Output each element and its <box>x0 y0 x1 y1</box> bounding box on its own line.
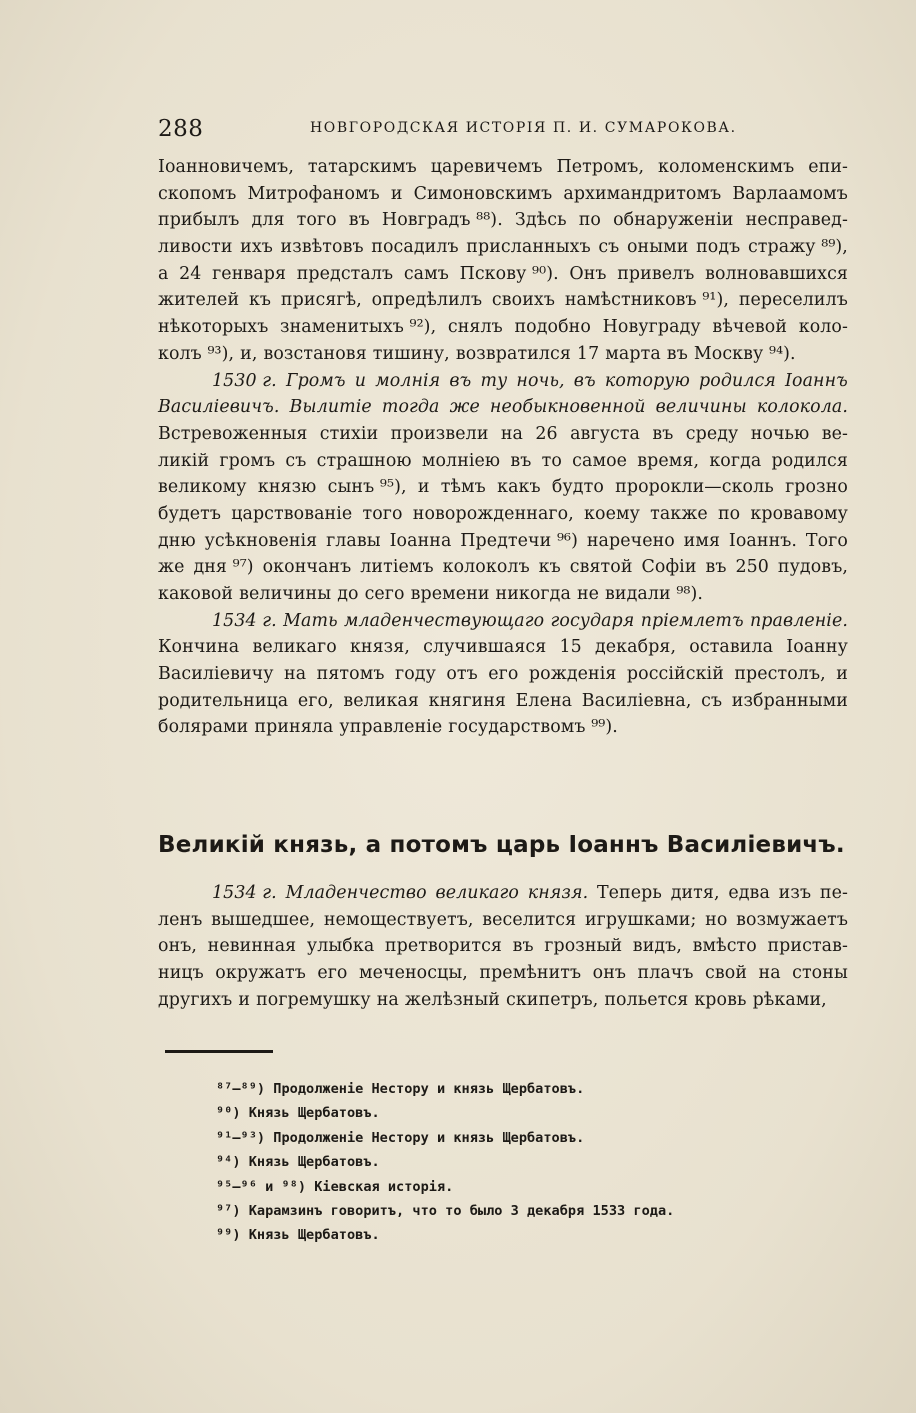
word: епи- <box>808 157 848 177</box>
word: до <box>337 584 359 604</box>
paragraph <box>158 611 848 744</box>
word: царевичемъ <box>430 157 543 177</box>
word: и, <box>240 343 258 364</box>
text-line <box>158 691 848 718</box>
word: болярами <box>158 717 249 738</box>
word: веселится <box>482 909 577 930</box>
word: произвели <box>390 423 489 444</box>
word: съ <box>285 450 307 471</box>
word: какъ <box>497 477 541 498</box>
footnote: ⁹⁴) Князь Щербатовъ. <box>216 1154 380 1171</box>
word: окончанъ <box>262 557 352 578</box>
word: пристав- <box>767 936 848 957</box>
word: ве- <box>821 423 848 444</box>
word: Василіевна, <box>581 690 692 711</box>
word: марта <box>605 343 661 364</box>
word: также <box>650 503 708 524</box>
word: свой <box>705 963 748 984</box>
text-line <box>158 210 848 237</box>
word: 250 <box>735 557 769 578</box>
word: несправед- <box>745 210 848 231</box>
word: родился <box>771 450 848 471</box>
word: необыкновенной <box>489 397 646 418</box>
word: Іоанну <box>786 637 848 658</box>
word: дитя, <box>670 883 720 903</box>
word: Варлаамомъ <box>732 183 848 204</box>
word: едва <box>728 883 770 903</box>
word: колъ ⁹³), <box>158 343 235 364</box>
word: изъ <box>778 883 812 903</box>
word: молніею <box>421 450 501 471</box>
word: къ <box>538 557 561 578</box>
word: будетъ <box>158 503 221 524</box>
word: когда <box>709 450 762 471</box>
word: Того <box>805 530 848 551</box>
word: никогда <box>495 584 571 604</box>
word: вышедшее, <box>211 909 316 930</box>
main-text <box>158 157 848 744</box>
word: по <box>717 503 741 524</box>
text-line <box>158 717 848 744</box>
word: онъ <box>592 963 627 984</box>
word: немоществуетъ, <box>323 909 474 930</box>
word: невинная <box>207 936 297 957</box>
word: и <box>390 183 403 204</box>
word: стражу ⁸⁹), <box>747 237 848 258</box>
word: въ <box>705 557 727 578</box>
word: дня ⁹⁷) <box>193 557 254 578</box>
word: сего <box>364 584 405 604</box>
word: среду <box>685 423 739 444</box>
word: Онъ <box>569 263 607 284</box>
word: младенчествующаго <box>343 610 545 631</box>
word: его <box>488 664 519 685</box>
word: нѣкоторыхъ <box>158 317 269 338</box>
word: грозно <box>785 477 848 498</box>
word: генваря <box>212 263 287 284</box>
word: того <box>296 210 337 231</box>
word: величины <box>655 397 747 418</box>
word: грозный <box>544 936 623 957</box>
word: россійскій <box>626 664 724 685</box>
word: прибылъ <box>158 210 240 231</box>
word: окружатъ <box>215 963 306 984</box>
word: не <box>576 584 600 604</box>
word: литіемъ <box>360 557 434 578</box>
word: Москву ⁹⁴). <box>693 343 796 364</box>
text-line <box>158 317 848 344</box>
text-line <box>158 990 848 1017</box>
word: Іоаннъ <box>785 370 848 391</box>
word: отъ <box>446 664 478 685</box>
word: оставила <box>689 637 774 658</box>
word: желѣзный <box>404 989 500 1010</box>
word: году <box>394 664 436 685</box>
word: 26 <box>535 423 558 444</box>
text-line <box>158 290 848 317</box>
word: знаменитыхъ ⁹²), <box>280 317 437 338</box>
text-line <box>158 237 848 264</box>
word: въ <box>652 423 674 444</box>
text-line <box>158 557 848 584</box>
word: видали ⁹⁸). <box>605 584 704 604</box>
word: царствованіе <box>231 503 353 524</box>
word: кровавому <box>750 503 848 524</box>
word: Громъ <box>285 370 346 391</box>
word: 17 <box>576 343 600 364</box>
word: великому <box>158 477 247 498</box>
word: ницъ <box>158 963 204 984</box>
word: каковой <box>158 584 234 604</box>
word: 1534 г. <box>212 610 277 631</box>
word: ленъ <box>158 909 203 930</box>
word: времени <box>410 584 490 604</box>
word: на <box>376 989 399 1010</box>
paragraph <box>158 157 848 371</box>
word: переселилъ <box>738 290 848 311</box>
word: Предтечи ⁹⁶) <box>460 530 578 551</box>
text-line <box>158 531 848 558</box>
text-line <box>158 637 848 664</box>
footnote: ⁹⁰) Князь Щербатовъ. <box>216 1105 380 1122</box>
word: святой <box>569 557 633 578</box>
word: управленіе <box>339 717 443 738</box>
word: а <box>158 263 169 284</box>
word: 24 <box>179 263 202 284</box>
word: будто <box>551 477 604 498</box>
word: же <box>158 557 185 578</box>
text-line <box>158 424 848 451</box>
word: того <box>362 503 403 524</box>
word: рожденія <box>528 664 617 685</box>
footnote: ⁸⁷—⁸⁹) Продолженіе Нестору и князь Щербатовъ. <box>216 1081 585 1097</box>
word: татарскимъ <box>307 157 417 177</box>
word: привелъ <box>617 263 695 284</box>
word: скипетръ, <box>506 989 599 1010</box>
word: по <box>578 210 601 231</box>
text-line <box>158 397 848 424</box>
word: стихіи <box>319 423 379 444</box>
section-text <box>158 883 848 1016</box>
word: въ <box>512 936 534 957</box>
word: случившаяся <box>423 637 547 658</box>
word: Іоанна <box>389 530 452 551</box>
word: 15 <box>559 637 582 658</box>
footnote-rule <box>165 1050 273 1053</box>
word: и <box>238 989 251 1010</box>
word: ликій <box>158 450 210 471</box>
word: его <box>317 963 348 984</box>
word: вѣчевой <box>712 317 788 338</box>
word: правленіе. <box>749 610 848 631</box>
word: великая <box>343 690 419 711</box>
word: польется <box>604 989 689 1010</box>
text-line <box>158 344 848 371</box>
word: величины <box>239 584 332 604</box>
word: престолъ, <box>734 664 826 685</box>
word: Петромъ, <box>556 157 645 177</box>
text-line <box>158 504 848 531</box>
word: вмѣсто <box>692 936 757 957</box>
footnote: ⁹⁷) Карамзинъ говоритъ, что то было 3 декабря 1533 года. <box>216 1202 675 1219</box>
page-number: 288 <box>158 116 204 142</box>
word: тогда <box>381 397 440 418</box>
word: претворится <box>384 936 502 957</box>
word: въ <box>449 370 472 391</box>
word: время, <box>637 450 700 471</box>
word: пудовъ, <box>777 557 848 578</box>
text-line <box>158 451 848 478</box>
text-line <box>158 664 848 691</box>
word: но <box>705 909 728 930</box>
word: ночь, <box>516 370 565 391</box>
word: коло- <box>798 317 848 338</box>
word: присланныхъ <box>466 237 591 258</box>
word: возмужаетъ <box>736 909 848 930</box>
word: и <box>417 477 430 498</box>
word: Елена <box>515 690 573 711</box>
word: для <box>251 210 285 231</box>
word: княгиня <box>428 690 506 711</box>
text-line <box>158 883 848 910</box>
word: главы <box>326 530 381 551</box>
word: игрушками; <box>584 909 697 930</box>
word: пріемлетъ <box>640 610 744 631</box>
word: новорожденнаго, <box>412 503 574 524</box>
word: въ <box>573 370 596 391</box>
word: родительница <box>158 690 289 711</box>
word: видъ, <box>632 936 682 957</box>
text-line <box>158 264 848 291</box>
word: тишину, <box>372 343 450 364</box>
word: погремушку <box>256 989 371 1010</box>
word: кровь <box>694 989 747 1010</box>
word: въ <box>348 210 370 231</box>
running-title: НОВГОРОДСКАЯ ИСТОРІЯ П. И. СУМАРОКОВА. <box>310 120 737 136</box>
word: Софіи <box>641 557 697 578</box>
word: князя. <box>527 883 589 903</box>
word: на <box>500 423 524 444</box>
word: великаго <box>435 883 519 903</box>
word: съ <box>598 237 620 258</box>
word: обнаруженіи <box>613 210 734 231</box>
word: имя <box>683 530 721 551</box>
word: улыбка <box>306 936 375 957</box>
word: ливости <box>158 237 233 258</box>
word: другихъ <box>158 989 233 1010</box>
text-line <box>158 184 848 211</box>
word: премѣнитъ <box>479 963 582 984</box>
word: усѣкновенія <box>204 530 318 551</box>
word: колокола. <box>756 397 848 418</box>
word: Кончина <box>158 637 240 658</box>
word: Новградъ ⁸⁸). <box>381 210 503 231</box>
word: громъ <box>219 450 276 471</box>
word: волновавшихся <box>705 263 848 284</box>
word: предсталъ <box>296 263 394 284</box>
word: страшною <box>316 450 412 471</box>
word: тѣмъ <box>440 477 486 498</box>
word: князя, <box>349 637 410 658</box>
word: Здѣсь <box>514 210 567 231</box>
word: пророкли—сколь <box>615 477 774 498</box>
footnotes <box>216 1081 816 1252</box>
text-line <box>158 477 848 504</box>
word: Мать <box>283 610 338 631</box>
word: извѣтовъ <box>280 237 364 258</box>
text-line <box>158 910 848 937</box>
word: своихъ <box>491 290 555 311</box>
word: съ <box>701 690 723 711</box>
word: онъ, <box>158 936 198 957</box>
word: которую <box>604 370 690 391</box>
word: августа <box>570 423 640 444</box>
text-line <box>158 584 848 611</box>
word: ту <box>480 370 508 391</box>
word: намѣстниковъ ⁹¹), <box>564 290 730 311</box>
word: меченосцы, <box>358 963 468 984</box>
word: Теперь <box>596 883 662 903</box>
word: Вылитіе <box>289 397 372 418</box>
footnote: ⁹⁹) Князь Щербатовъ. <box>216 1227 380 1244</box>
paragraph <box>158 371 848 611</box>
word: на <box>758 963 781 984</box>
word: въ <box>666 343 688 364</box>
word: же <box>449 397 480 418</box>
word: и <box>836 664 848 685</box>
word: Іоаннъ. <box>728 530 798 551</box>
word: его, <box>297 690 334 711</box>
word: жителей <box>158 290 240 311</box>
word: великаго <box>252 637 337 658</box>
word: дню <box>158 530 196 551</box>
word: государя <box>550 610 635 631</box>
word: скопомъ <box>158 183 237 204</box>
word: князю <box>257 477 317 498</box>
word: то <box>541 450 562 471</box>
word: подъ <box>696 237 741 258</box>
word: посадилъ <box>371 237 459 258</box>
word: сынъ ⁹⁵), <box>327 477 407 498</box>
word: избранными <box>731 690 848 711</box>
word: родился <box>699 370 776 391</box>
word: Новуграду <box>602 317 701 338</box>
word: Младенчество <box>285 883 427 903</box>
word: Василіевичъ. <box>158 397 280 418</box>
paragraph <box>158 883 848 1016</box>
word: возстановя <box>263 343 367 364</box>
text-line <box>158 936 848 963</box>
word: пятомъ <box>316 664 385 685</box>
word: ихъ <box>240 237 273 258</box>
word: снялъ <box>447 317 503 338</box>
word: Василіевичу <box>158 664 274 685</box>
text-line <box>158 963 848 990</box>
word: опредѣлилъ <box>371 290 483 311</box>
word: Іоанновичемъ, <box>158 157 294 177</box>
word: на <box>284 664 307 685</box>
section-heading: Великій князь, а потомъ царь Іоаннъ Василіевичъ. <box>158 832 845 858</box>
word: пе- <box>819 883 848 903</box>
word: Встревоженныя <box>158 423 308 444</box>
word: 1534 г. <box>212 883 277 903</box>
word: коему <box>584 503 640 524</box>
footnote: ⁹⁵—⁹⁶ и ⁹⁸) Кіевская исторія. <box>216 1178 454 1195</box>
word: 1530 г. <box>212 370 277 391</box>
word: и <box>354 370 367 391</box>
word: наречено <box>586 530 675 551</box>
text-line <box>158 611 848 638</box>
word: самое <box>572 450 628 471</box>
word: коломенскимъ <box>658 157 795 177</box>
word: подобно <box>514 317 591 338</box>
word: Пскову ⁹⁰). <box>459 263 559 284</box>
word: Митрофаномъ <box>247 183 380 204</box>
footnote: ⁹¹—⁹³) Продолженіе Нестору и князь Щербатовъ. <box>216 1129 585 1146</box>
word: присягѣ, <box>280 290 362 311</box>
word: стоны <box>792 963 848 984</box>
word: къ <box>248 290 272 311</box>
word: рѣками, <box>752 989 827 1010</box>
text-line <box>158 157 848 184</box>
word: государствомъ ⁹⁹). <box>448 717 618 738</box>
word: оными <box>626 237 689 258</box>
word: колоколъ <box>442 557 530 578</box>
word: архимандритомъ <box>563 183 722 204</box>
word: декабря, <box>594 637 677 658</box>
text-line <box>158 371 848 398</box>
word: Симоновскимъ <box>413 183 553 204</box>
word: въ <box>510 450 532 471</box>
word: самъ <box>403 263 449 284</box>
word: возвратился <box>455 343 571 364</box>
word: приняла <box>254 717 334 738</box>
word: плачъ <box>637 963 694 984</box>
page-header <box>158 116 848 144</box>
word: молнія <box>375 370 441 391</box>
word: ночью <box>750 423 810 444</box>
